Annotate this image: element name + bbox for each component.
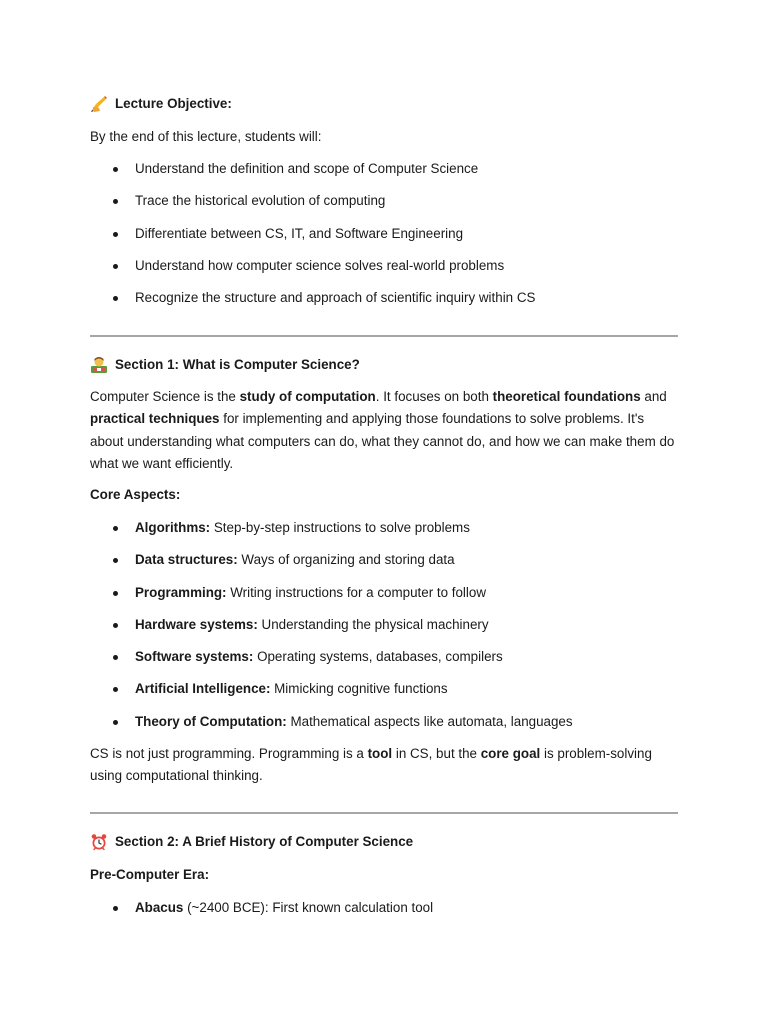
text-run: is problem-solving using computational thinking.: [90, 746, 652, 784]
list-item-term: Algorithms:: [135, 520, 211, 535]
list-item: Differentiate between CS, IT, and Software Engineering: [90, 225, 680, 257]
text-run: in CS, but the: [392, 746, 481, 761]
text-run: . It focuses on both: [375, 389, 493, 404]
list-item-desc: Mimicking cognitive functions: [270, 681, 448, 697]
lecture-objective-title: Lecture Objective:: [115, 96, 232, 111]
bold-run: theoretical foundations: [492, 389, 641, 404]
list-item-desc: Step-by-step instructions to solve problems: [210, 520, 470, 535]
writing-hand-icon: [90, 95, 108, 113]
list-item-desc: Ways of organizing and storing data: [237, 552, 455, 568]
list-item: Recognize the structure and approach of scientific inquiry within CS: [90, 289, 680, 321]
list-item-desc: Operating systems, databases, compilers: [253, 649, 503, 665]
bold-run: tool: [367, 746, 393, 761]
list-item: [90, 616, 680, 648]
history-list: [90, 899, 680, 931]
text-run: CS is not just programming. Programming is a: [90, 746, 368, 761]
text-run: and: [640, 389, 667, 404]
list-item: [90, 680, 680, 712]
bold-run: study of computation: [239, 389, 376, 404]
core-aspects-list: [90, 519, 680, 745]
section2-heading: [90, 833, 413, 851]
list-item-term: Theory of Computation:: [135, 713, 287, 729]
list-item: [90, 584, 680, 616]
technologist-icon: [90, 356, 108, 374]
objectives-list: [90, 160, 680, 321]
section-divider: [90, 335, 678, 337]
list-item-desc: Mathematical aspects like automata, languages: [286, 713, 573, 729]
list-item-desc: (~2400 BCE): First known calculation tool: [183, 900, 434, 915]
lecture-objective-intro: By the end of this lecture, students will:: [90, 129, 322, 144]
list-item: [90, 899, 680, 931]
core-aspects-label: Core Aspects:: [90, 487, 181, 502]
list-item: [90, 648, 680, 680]
list-item: Understand the definition and scope of Computer Science: [90, 160, 680, 192]
bold-run: practical techniques: [90, 411, 220, 427]
list-item-term: Hardware systems:: [135, 616, 258, 632]
list-item: [90, 519, 680, 551]
list-item: [90, 551, 680, 583]
list-item-desc: Writing instructions for a computer to follow: [226, 584, 486, 600]
section1-heading: [90, 356, 360, 374]
list-item-term: Programming:: [135, 584, 227, 600]
alarm-clock-icon: [90, 833, 108, 851]
list-item-term: Abacus: [135, 900, 184, 915]
list-item: Trace the historical evolution of computing: [90, 192, 680, 224]
section1-title: Section 1: What is Computer Science?: [115, 357, 360, 372]
lecture-objective-heading: [90, 95, 232, 113]
section-divider: [90, 812, 678, 814]
section1-paragraph: [90, 386, 680, 475]
pre-computer-era-label: Pre-Computer Era:: [90, 867, 210, 882]
text-run: for implementing and applying those foundations to solve problems. It's about understanding what computers can do, what they cannot do, and how we can make them do what we want efficiently.: [90, 411, 675, 471]
section2-title: Section 2: A Brief History of Computer Science: [115, 834, 414, 849]
list-item-term: Artificial Intelligence:: [135, 681, 271, 697]
bold-run: core goal: [480, 746, 541, 761]
section1-closing: [90, 743, 680, 788]
list-item-term: Software systems:: [135, 649, 254, 665]
list-item-desc: Understanding the physical machinery: [257, 616, 489, 632]
list-item: [90, 713, 680, 745]
list-item-term: Data structures:: [135, 552, 238, 568]
list-item: Understand how computer science solves real-world problems: [90, 257, 680, 289]
text-run: Computer Science is the: [90, 389, 240, 404]
